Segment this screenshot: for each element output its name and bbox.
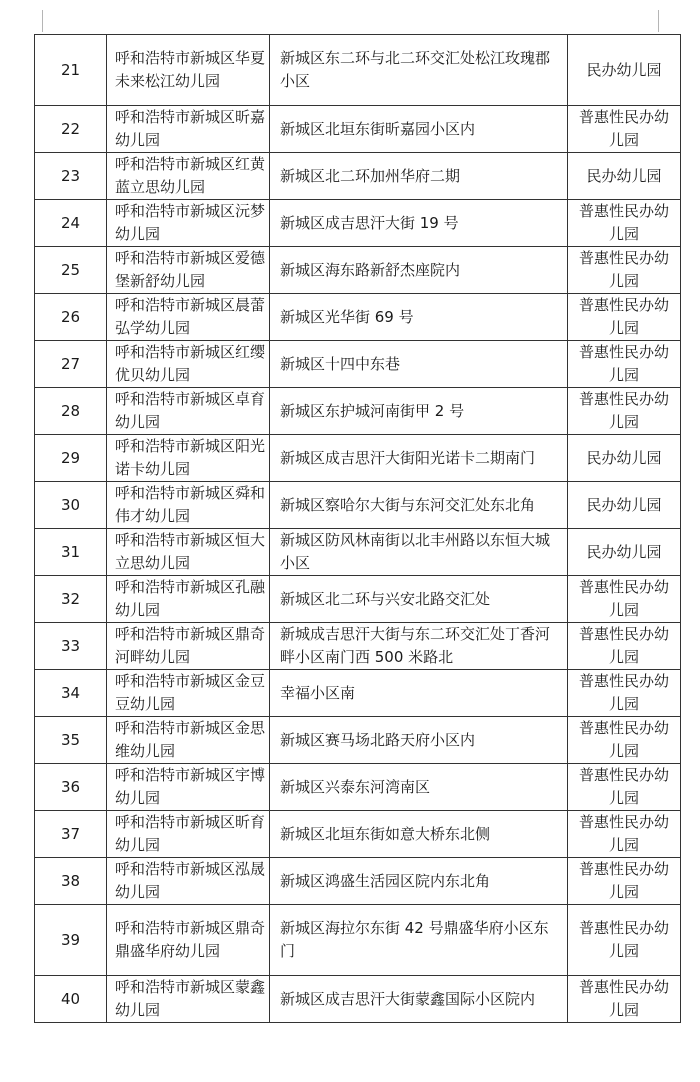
table-row xyxy=(35,200,681,247)
table-row xyxy=(35,905,681,976)
address-cell: 新城区光华街 69 号 xyxy=(270,294,568,341)
kindergarten-type-cell: 普惠性民办幼儿园 xyxy=(568,294,681,341)
address-cell: 新城区防风林南街以北丰州路以东恒大城小区 xyxy=(270,529,568,576)
address-cell: 新城区成吉思汗大街蒙鑫国际小区院内 xyxy=(270,976,568,1023)
address-cell: 新城区鸿盛生活园区院内东北角 xyxy=(270,858,568,905)
kindergarten-name-cell: 呼和浩特市新城区红黄蓝立思幼儿园 xyxy=(107,153,270,200)
row-number-cell: 33 xyxy=(35,623,107,670)
address-cell: 新城成吉思汗大街与东二环交汇处丁香河畔小区南门西 500 米路北 xyxy=(270,623,568,670)
table-row xyxy=(35,717,681,764)
address-cell: 新城区东护城河南街甲 2 号 xyxy=(270,388,568,435)
row-number-cell: 38 xyxy=(35,858,107,905)
address-cell: 新城区察哈尔大街与东河交汇处东北角 xyxy=(270,482,568,529)
row-number-cell: 32 xyxy=(35,576,107,623)
kindergarten-name-cell: 呼和浩特市新城区蒙鑫幼儿园 xyxy=(107,976,270,1023)
table-row xyxy=(35,247,681,294)
table-row xyxy=(35,106,681,153)
row-number-cell: 28 xyxy=(35,388,107,435)
table-row xyxy=(35,341,681,388)
row-number-cell: 24 xyxy=(35,200,107,247)
kindergarten-type-cell: 民办幼儿园 xyxy=(568,35,681,106)
kindergarten-type-cell: 普惠性民办幼儿园 xyxy=(568,717,681,764)
table-row xyxy=(35,670,681,717)
row-number-cell: 26 xyxy=(35,294,107,341)
address-cell: 新城区北垣东街昕嘉园小区内 xyxy=(270,106,568,153)
kindergarten-name-cell: 呼和浩特市新城区昕育幼儿园 xyxy=(107,811,270,858)
kindergarten-table xyxy=(34,34,681,1023)
kindergarten-type-cell: 普惠性民办幼儿园 xyxy=(568,905,681,976)
table-row xyxy=(35,764,681,811)
kindergarten-type-cell: 普惠性民办幼儿园 xyxy=(568,858,681,905)
address-cell: 新城区北二环加州华府二期 xyxy=(270,153,568,200)
row-number-cell: 35 xyxy=(35,717,107,764)
row-number-cell: 23 xyxy=(35,153,107,200)
kindergarten-name-cell: 呼和浩特市新城区阳光诺卡幼儿园 xyxy=(107,435,270,482)
address-cell: 新城区赛马场北路天府小区内 xyxy=(270,717,568,764)
kindergarten-name-cell: 呼和浩特市新城区鼎奇河畔幼儿园 xyxy=(107,623,270,670)
address-cell: 新城区十四中东巷 xyxy=(270,341,568,388)
address-cell: 新城区成吉思汗大街阳光诺卡二期南门 xyxy=(270,435,568,482)
kindergarten-type-cell: 民办幼儿园 xyxy=(568,153,681,200)
kindergarten-type-cell: 民办幼儿园 xyxy=(568,529,681,576)
kindergarten-name-cell: 呼和浩特市新城区华夏未来松江幼儿园 xyxy=(107,35,270,106)
kindergarten-name-cell: 呼和浩特市新城区孔融幼儿园 xyxy=(107,576,270,623)
kindergarten-name-cell: 呼和浩特市新城区舜和伟才幼儿园 xyxy=(107,482,270,529)
kindergarten-name-cell: 呼和浩特市新城区卓育幼儿园 xyxy=(107,388,270,435)
kindergarten-type-cell: 民办幼儿园 xyxy=(568,482,681,529)
row-number-cell: 25 xyxy=(35,247,107,294)
row-number-cell: 30 xyxy=(35,482,107,529)
table-row xyxy=(35,294,681,341)
kindergarten-type-cell: 普惠性民办幼儿园 xyxy=(568,106,681,153)
table-row xyxy=(35,35,681,106)
address-cell: 新城区兴泰东河湾南区 xyxy=(270,764,568,811)
kindergarten-type-cell: 普惠性民办幼儿园 xyxy=(568,976,681,1023)
table-row xyxy=(35,482,681,529)
kindergarten-name-cell: 呼和浩特市新城区恒大立思幼儿园 xyxy=(107,529,270,576)
table-row xyxy=(35,811,681,858)
row-number-cell: 22 xyxy=(35,106,107,153)
kindergarten-type-cell: 普惠性民办幼儿园 xyxy=(568,576,681,623)
table-row xyxy=(35,529,681,576)
kindergarten-type-cell: 普惠性民办幼儿园 xyxy=(568,623,681,670)
kindergarten-name-cell: 呼和浩特市新城区金豆豆幼儿园 xyxy=(107,670,270,717)
address-cell: 新城区东二环与北二环交汇处松江玫瑰郡小区 xyxy=(270,35,568,106)
kindergarten-name-cell: 呼和浩特市新城区金思维幼儿园 xyxy=(107,717,270,764)
kindergarten-type-cell: 普惠性民办幼儿园 xyxy=(568,247,681,294)
row-number-cell: 36 xyxy=(35,764,107,811)
row-number-cell: 21 xyxy=(35,35,107,106)
address-cell: 新城区海东路新舒杰座院内 xyxy=(270,247,568,294)
address-cell: 新城区成吉思汗大街 19 号 xyxy=(270,200,568,247)
kindergarten-name-cell: 呼和浩特市新城区红缨优贝幼儿园 xyxy=(107,341,270,388)
address-cell: 新城区北二环与兴安北路交汇处 xyxy=(270,576,568,623)
row-number-cell: 29 xyxy=(35,435,107,482)
kindergarten-type-cell: 普惠性民办幼儿园 xyxy=(568,200,681,247)
kindergarten-type-cell: 普惠性民办幼儿园 xyxy=(568,388,681,435)
kindergarten-type-cell: 民办幼儿园 xyxy=(568,435,681,482)
crop-mark-top-left xyxy=(42,10,43,32)
table-row xyxy=(35,976,681,1023)
kindergarten-name-cell: 呼和浩特市新城区泓晟幼儿园 xyxy=(107,858,270,905)
address-cell: 新城区海拉尔东街 42 号鼎盛华府小区东门 xyxy=(270,905,568,976)
crop-mark-top-right xyxy=(658,10,659,32)
table-row xyxy=(35,623,681,670)
row-number-cell: 34 xyxy=(35,670,107,717)
table-body xyxy=(35,35,681,1023)
kindergarten-name-cell: 呼和浩特市新城区鼎奇鼎盛华府幼儿园 xyxy=(107,905,270,976)
kindergarten-type-cell: 普惠性民办幼儿园 xyxy=(568,764,681,811)
kindergarten-type-cell: 普惠性民办幼儿园 xyxy=(568,670,681,717)
row-number-cell: 40 xyxy=(35,976,107,1023)
kindergarten-name-cell: 呼和浩特市新城区晨蕾弘学幼儿园 xyxy=(107,294,270,341)
kindergarten-name-cell: 呼和浩特市新城区昕嘉幼儿园 xyxy=(107,106,270,153)
kindergarten-type-cell: 普惠性民办幼儿园 xyxy=(568,341,681,388)
kindergarten-type-cell: 普惠性民办幼儿园 xyxy=(568,811,681,858)
table-row xyxy=(35,435,681,482)
row-number-cell: 37 xyxy=(35,811,107,858)
table-row xyxy=(35,388,681,435)
kindergarten-name-cell: 呼和浩特市新城区沅梦幼儿园 xyxy=(107,200,270,247)
table-row xyxy=(35,858,681,905)
kindergarten-name-cell: 呼和浩特市新城区宇博幼儿园 xyxy=(107,764,270,811)
address-cell: 新城区北垣东街如意大桥东北侧 xyxy=(270,811,568,858)
row-number-cell: 39 xyxy=(35,905,107,976)
row-number-cell: 27 xyxy=(35,341,107,388)
table-row xyxy=(35,153,681,200)
row-number-cell: 31 xyxy=(35,529,107,576)
table-row xyxy=(35,576,681,623)
kindergarten-name-cell: 呼和浩特市新城区爱德堡新舒幼儿园 xyxy=(107,247,270,294)
address-cell: 幸福小区南 xyxy=(270,670,568,717)
